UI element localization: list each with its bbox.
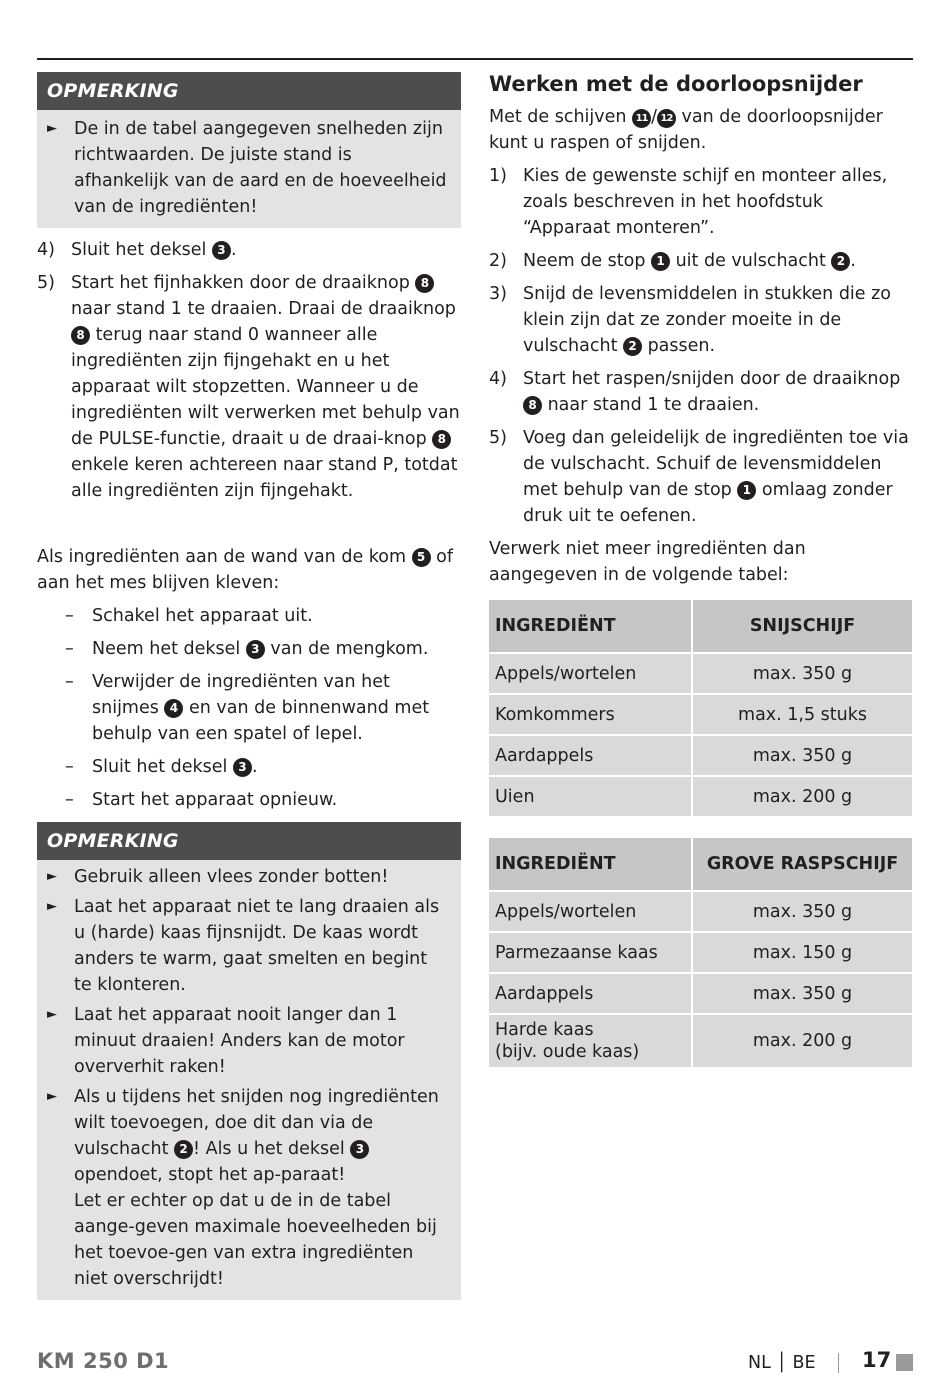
note-item <box>47 116 449 220</box>
table-cell: Parmezaanse kaas <box>489 933 691 972</box>
table-cell: Aardappels <box>489 736 691 775</box>
ref-number-icon: 11 <box>632 109 651 128</box>
para-text: Als ingrediënten aan de wand van de kom <box>37 547 412 567</box>
arrow-bullet-icon: ► <box>47 1089 57 1104</box>
table-row <box>489 736 912 775</box>
dash-text: Neem het deksel <box>92 639 246 659</box>
footer-model: KM 250 D1 <box>37 1349 170 1373</box>
section-heading: Werken met de doorloopsnijder <box>489 72 863 96</box>
dash-text: en van de binnenwand met behulp van een spatel of lepel. <box>92 698 430 744</box>
table-cell: Komkommers <box>489 695 691 734</box>
cell-text: Harde kaas <box>495 1020 594 1040</box>
note-title: OPMERKING <box>37 822 461 860</box>
step-1 <box>489 163 914 241</box>
note-text: opendoet, stopt het ap-paraat! <box>74 1165 346 1185</box>
outro-paragraph: Verwerk niet meer ingrediënten dan aangegeven in de volgende tabel: <box>489 539 806 585</box>
note-text: Laat het apparaat nooit langer dan 1 minuut draaien! Anders kan de motor oververhit raken! <box>74 1005 405 1077</box>
table-cell: max. 150 g <box>693 933 912 972</box>
arrow-bullet-icon: ► <box>47 869 57 884</box>
ref-number-icon: 2 <box>831 252 850 271</box>
table-header-cell: GROVE RASPSCHIJF <box>693 838 912 890</box>
table-header-cell: INGREDIËNT <box>489 600 691 652</box>
slicing-table <box>487 598 914 818</box>
table-cell: max. 350 g <box>693 892 912 931</box>
step-text: Sluit het deksel <box>71 240 212 260</box>
note-box-1 <box>37 72 461 228</box>
dash-text: Start het apparaat opnieuw. <box>92 790 338 810</box>
dash-text: Schakel het apparaat uit. <box>92 606 313 626</box>
table-cell: max. 350 g <box>693 974 912 1013</box>
footer-divider <box>838 1353 839 1373</box>
step-text: uit de vulschacht <box>670 251 832 271</box>
intro-paragraph <box>489 104 914 156</box>
note-item <box>47 894 449 998</box>
ref-number-icon: 4 <box>164 699 183 718</box>
step-5 <box>489 425 914 529</box>
para-text: / <box>651 107 657 127</box>
note-item <box>47 1002 449 1080</box>
step-text: enkele keren achtereen naar stand P, totdat alle ingrediënten zijn fijngehakt. <box>71 455 458 501</box>
dash-text: Sluit het deksel <box>92 757 233 777</box>
right-column <box>489 68 914 1069</box>
note-item <box>47 864 449 890</box>
para-text: van de doorloopsnijder kunt u raspen of snijden. <box>489 107 883 153</box>
step-4 <box>37 237 461 263</box>
table-row <box>489 777 912 816</box>
step-number: 3) <box>489 284 507 304</box>
note-text: Laat het apparaat niet te lang draaien als u (harde) kaas fijnsnijdt. De kaas wordt anders te warm, gaat smelten en begint te klonteren. <box>74 897 440 995</box>
ref-number-icon: 2 <box>623 337 642 356</box>
note-box-2 <box>37 822 461 1300</box>
step-text: Neem de stop <box>523 251 652 271</box>
dash-text: Verwijder de ingrediënten van het snijmes <box>92 672 390 718</box>
table-header-row <box>489 838 912 890</box>
dash-bullet: – <box>65 757 74 777</box>
left-column <box>37 72 461 1300</box>
step-number: 4) <box>489 369 507 389</box>
note-text: Als u tijdens het snijden nog ingrediënten wilt toevoegen, doe dit dan via de vulschacht <box>74 1087 439 1159</box>
ref-number-icon: 2 <box>174 1140 193 1159</box>
ref-number-icon: 3 <box>233 758 252 777</box>
dash-item <box>37 754 461 780</box>
table-cell: max. 1,5 stuks <box>693 695 912 734</box>
top-rule <box>37 58 913 60</box>
step-text: Start het fijnhakken door de draaiknop <box>71 273 416 293</box>
table-cell: Aardappels <box>489 974 691 1013</box>
step-number: 1) <box>489 166 507 186</box>
step-text: terug naar stand 0 wanneer alle ingrediënten zijn fijngehakt en u het apparaat wilt stopzetten. Wanneer u de ingrediënten wilt verwerken met behulp van de PULSE-functie, draait u de draai-knop <box>71 325 460 449</box>
step-text: Start het raspen/snijden door de draaiknop <box>523 369 901 389</box>
table-header-row <box>489 600 912 652</box>
dash-item <box>37 636 461 662</box>
table-header-cell: INGREDIËNT <box>489 838 691 890</box>
table-cell: max. 200 g <box>693 777 912 816</box>
page-number: 17 <box>862 1348 892 1372</box>
footer-language: NL │ BE <box>748 1353 816 1373</box>
note-text: De in de tabel aangegeven snelheden zijn richtwaarden. De juiste stand is afhankelijk van de aard en de hoeveelheid van de ingrediënten! <box>74 119 447 217</box>
step-number: 5) <box>37 273 55 293</box>
ref-number-icon: 1 <box>651 252 670 271</box>
table-cell: max. 350 g <box>693 654 912 693</box>
table-row <box>489 892 912 931</box>
note-text: Let er echter op dat u de in de tabel aange-geven maximale hoeveelheden bij het toevoe-gen van extra ingrediënten niet overschrijdt! <box>74 1191 437 1289</box>
step-text: . <box>230 240 237 260</box>
step-text: Snijd de levensmiddelen in stukken die zo klein zijn dat ze zonder moeite in de vulschacht <box>523 284 892 356</box>
step-text: Voeg dan geleidelijk de ingrediënten toe via de vulschacht. Schuif de levensmiddelen met behulp van de stop <box>523 428 909 500</box>
ref-number-icon: 8 <box>523 396 542 415</box>
step-5 <box>37 270 461 504</box>
dash-item <box>37 669 461 747</box>
note-text: Gebruik alleen vlees zonder botten! <box>74 867 389 887</box>
note-title: OPMERKING <box>37 72 461 110</box>
step-text: passen. <box>642 336 716 356</box>
note-item <box>47 1084 449 1292</box>
table-cell: max. 350 g <box>693 736 912 775</box>
stick-paragraph <box>37 544 461 596</box>
step-text: Kies de gewenste schijf en monteer alles, zoals beschreven in het hoofdstuk “Apparaat monteren”. <box>523 166 888 238</box>
step-2 <box>489 248 914 274</box>
dash-bullet: – <box>65 606 74 626</box>
dash-bullet: – <box>65 790 74 810</box>
dash-bullet: – <box>65 672 74 692</box>
table-cell <box>489 1015 691 1067</box>
step-number: 2) <box>489 251 507 271</box>
step-text: omlaag zonder druk uit te oefenen. <box>523 480 893 526</box>
dash-text: . <box>251 757 258 777</box>
step-text: . <box>850 251 856 271</box>
table-cell: max. 200 g <box>693 1015 912 1067</box>
table-row <box>489 974 912 1013</box>
para-text: of aan het mes blijven kleven: <box>37 547 454 593</box>
grating-table <box>487 836 914 1069</box>
table-cell: Uien <box>489 777 691 816</box>
note-text: ! Als u het deksel <box>193 1139 351 1159</box>
ref-number-icon: 12 <box>657 109 676 128</box>
dash-bullet: – <box>65 639 74 659</box>
step-number: 5) <box>489 428 507 448</box>
dash-item <box>37 787 461 813</box>
ref-number-icon: 3 <box>246 640 265 659</box>
step-3 <box>489 281 914 359</box>
table-row <box>489 695 912 734</box>
arrow-bullet-icon: ► <box>47 121 57 136</box>
ref-number-icon: 8 <box>71 326 90 345</box>
dash-item <box>37 603 461 629</box>
table-cell: Appels/wortelen <box>489 654 691 693</box>
step-text: naar stand 1 te draaien. <box>542 395 760 415</box>
table-row <box>489 1015 912 1067</box>
dash-text: van de mengkom. <box>264 639 429 659</box>
step-4 <box>489 366 914 418</box>
step-text: naar stand 1 te draaien. Draai de draaiknop <box>71 299 456 319</box>
ref-number-icon: 8 <box>415 274 434 293</box>
step-number: 4) <box>37 240 55 260</box>
ref-number-icon: 3 <box>350 1140 369 1159</box>
ref-number-icon: 1 <box>737 481 756 500</box>
table-cell: Appels/wortelen <box>489 892 691 931</box>
table-header-cell: SNIJSCHIJF <box>693 600 912 652</box>
arrow-bullet-icon: ► <box>47 899 57 914</box>
table-row <box>489 654 912 693</box>
cell-text: (bijv. oude kaas) <box>495 1042 640 1062</box>
table-row <box>489 933 912 972</box>
arrow-bullet-icon: ► <box>47 1007 57 1022</box>
ref-number-icon: 5 <box>412 548 431 567</box>
square-marker-icon <box>896 1354 913 1371</box>
ref-number-icon: 3 <box>212 241 231 260</box>
para-text: Met de schijven <box>489 107 633 127</box>
ref-number-icon: 8 <box>432 430 451 449</box>
